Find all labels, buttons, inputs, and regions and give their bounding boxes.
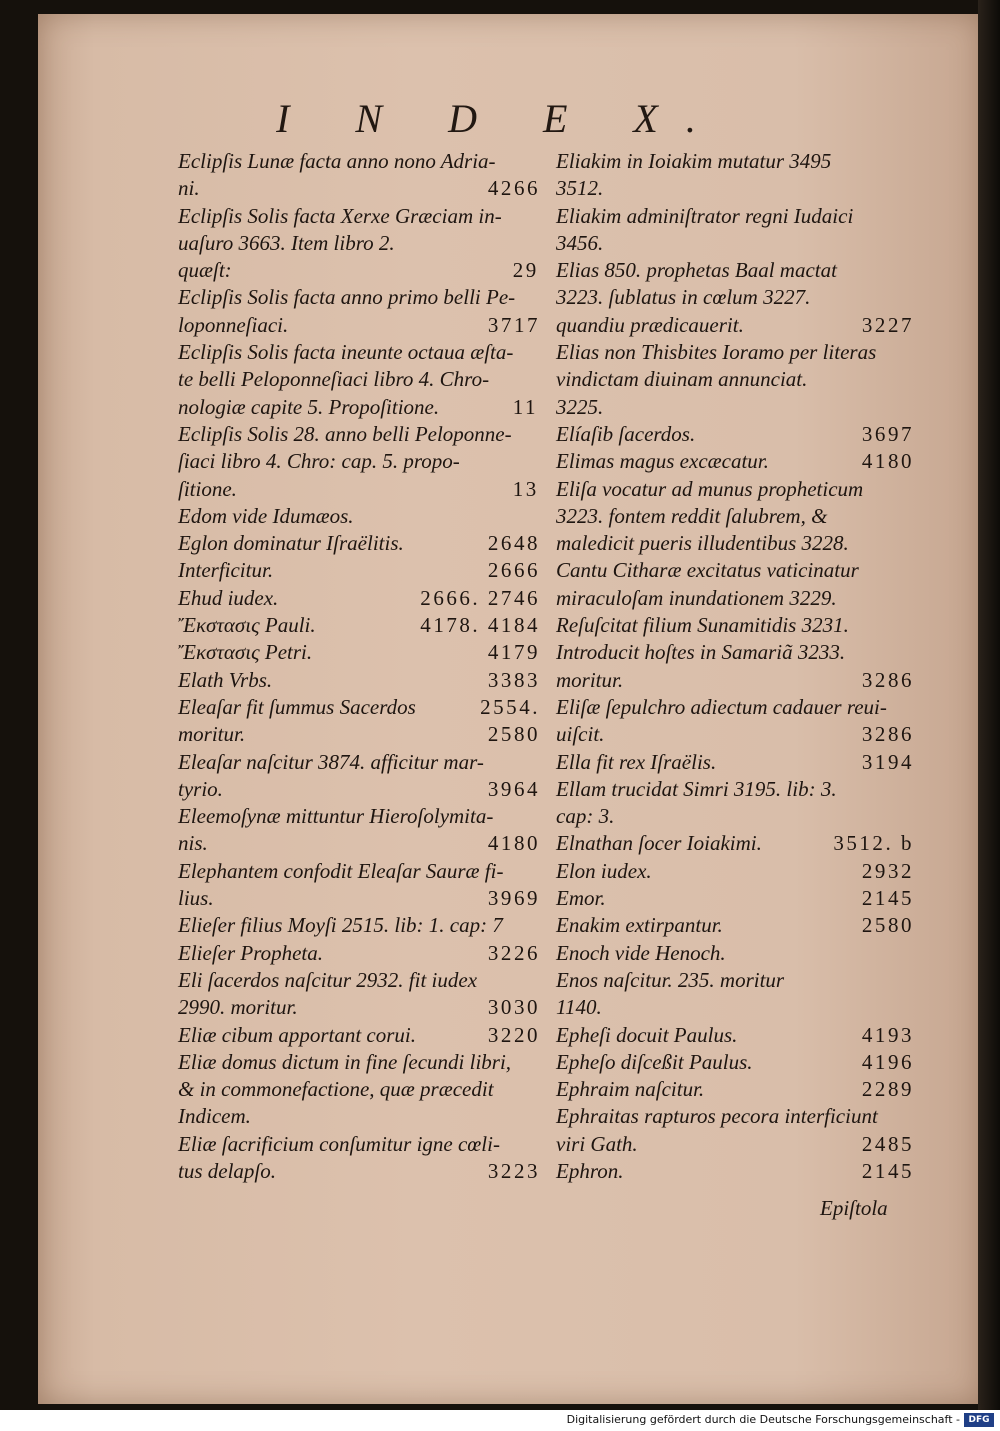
index-entry [556, 694, 920, 749]
entry-line: Eliæ ſacrificium conſumitur igne cœli- [178, 1131, 500, 1156]
entry-line: Ἔκστασις Petri. [178, 640, 313, 665]
index-entry [556, 1158, 920, 1185]
index-entry [178, 1022, 546, 1049]
entry-line: Elon iudex. [556, 858, 652, 883]
entry-line: ſiaci libro 4. Chro: cap. 5. propo- [178, 449, 460, 474]
entry-line: loponneſiaci. [178, 312, 289, 337]
catchword: Epiſtola [820, 1196, 888, 1220]
index-column-right [556, 148, 920, 1185]
entry-reference-number: 3512. b [833, 831, 914, 856]
page-edge [978, 0, 1000, 1410]
index-entry [178, 912, 546, 939]
index-entry [178, 148, 546, 203]
entry-reference-number: 3223 [487, 1158, 540, 1183]
index-entry [178, 284, 546, 339]
entry-reference-number: 3226 [487, 940, 540, 965]
entry-line: Enoch vide Henoch. [556, 940, 726, 965]
index-entry: Eclipſis Solis 28. anno belli Peloponne- ſiaci libro 4. Chro: cap. 5. propo- ſitione. 13 [178, 421, 546, 503]
entry-line: tus delapſo. [178, 1158, 276, 1183]
entry-reference-number: 2554. [480, 694, 540, 719]
entry-line: Elieſer Propheta. [178, 940, 324, 965]
entry-line: Ephraim naſcitur. [556, 1077, 705, 1102]
entry-line: quandiu prædicauerit. [556, 312, 744, 337]
entry-line: nis. [178, 831, 208, 856]
entry-line: Eleemoſynæ mittuntur Hieroſolymita- [178, 804, 494, 829]
entry-line: Elephantem confodit Eleaſar Sauræ fi- [178, 858, 504, 883]
entry-line: Ellam trucidat Simri 3195. lib: 3. [556, 776, 837, 801]
entry-line: Interficitur. [178, 558, 274, 583]
entry-line: Eclipſis Solis facta Xerxe Græciam in- [178, 203, 502, 228]
entry-line: 3225. [556, 394, 604, 419]
index-entry: Eclipſis Solis facta Xerxe Græciam in- uaſuro 3663. Item libro 2. quæſt: 29 [178, 203, 546, 285]
index-entry [556, 885, 920, 912]
index-entry [178, 585, 546, 612]
entry-line: vindictam diuinam annunciat. [556, 367, 808, 392]
index-entry [556, 776, 920, 831]
index-entry [178, 612, 546, 639]
index-entry [178, 530, 546, 557]
entry-line: Enos naſcitur. 235. moritur [556, 967, 785, 992]
entry-line: Enakim extirpantur. [556, 913, 723, 938]
entry-reference-number: 2580 [861, 913, 914, 938]
entry-reference-number: 4178. 4184 [420, 613, 540, 638]
entry-line: moritur. [178, 722, 246, 747]
index-entry [556, 257, 920, 339]
index-entry [556, 749, 920, 776]
index-entry [556, 1049, 920, 1076]
index-entry [556, 421, 920, 448]
index-entry [556, 830, 920, 857]
entry-line: Cantu Citharæ excitatus vaticinatur [556, 558, 859, 583]
index-entry [178, 1049, 546, 1131]
entry-line: tyrio. [178, 776, 223, 801]
entry-reference-number: 3227 [861, 312, 914, 337]
entry-line: Eliæ domus dictum in fine ſecundi libri, [178, 1049, 512, 1074]
entry-line: Ella fit rex Iſraëlis. [556, 749, 717, 774]
index-entry [556, 339, 920, 421]
index-entry [178, 694, 546, 721]
footer-bar [0, 1410, 1000, 1431]
entry-line: ni. [178, 176, 200, 201]
index-entry [178, 803, 546, 858]
entry-reference-number: 3220 [487, 1022, 540, 1047]
entry-reference-number: 3717 [487, 312, 540, 337]
index-entry [556, 940, 920, 967]
entry-line: Epheſo diſceßit Paulus. [556, 1049, 753, 1074]
funding-notice: Digitalisierung gefördert durch die Deutsche Forschungsgemeinschaft - [566, 1413, 960, 1426]
entry-line: moritur. [556, 667, 624, 692]
index-entry [178, 967, 546, 1022]
index-entry [178, 749, 546, 804]
entry-line: Eclipſis Solis facta anno primo belli Pe- [178, 285, 516, 310]
index-entry [178, 858, 546, 913]
index-entry [178, 721, 546, 748]
entry-line: Emor. [556, 886, 606, 911]
entry-reference-number: 2666 [487, 558, 540, 583]
entry-reference-number: 4179 [487, 640, 540, 665]
entry-reference-number: 2485 [861, 1131, 914, 1156]
entry-reference-number: 2145 [861, 886, 914, 911]
index-entry [178, 557, 546, 584]
entry-line: 3512. [556, 176, 604, 201]
entry-line: te belli Peloponneſiaci libro 4. Chro- [178, 367, 490, 392]
index-entry [556, 912, 920, 939]
index-entry [178, 667, 546, 694]
index-column-left [178, 148, 546, 1185]
entry-line: Indicem. [178, 1104, 251, 1129]
index-entry [556, 1076, 920, 1103]
entry-line: Eliſæ ſepulchro adiectum cadauer reui- [556, 694, 887, 719]
index-entry [556, 1022, 920, 1049]
entry-reference-number: 2145 [861, 1158, 914, 1183]
index-entry [556, 448, 920, 475]
entry-reference-number: 3964 [487, 776, 540, 801]
entry-line: Elath Vrbs. [178, 667, 273, 692]
entry-line: ſitione. [178, 476, 237, 501]
entry-reference-number: 3697 [861, 421, 914, 446]
entry-line: Ehud iudex. [178, 585, 279, 610]
entry-line: 2990. moritur. [178, 995, 298, 1020]
index-entry [556, 967, 920, 1022]
entry-line: Elnathan ſocer Ioiakimi. [556, 831, 762, 856]
entry-line: Eclipſis Solis facta ineunte octaua æſta- [178, 340, 514, 365]
entry-line: 3456. [556, 230, 604, 255]
index-entry [178, 940, 546, 967]
dfg-logo: DFG [964, 1413, 994, 1427]
index-entry [178, 639, 546, 666]
entry-reference-number: 3383 [487, 667, 540, 692]
entry-line: Eleaſar fit ſummus Sacerdos [178, 694, 416, 719]
entry-reference-number: 3286 [861, 722, 914, 747]
entry-line: maledicit pueris illudentibus 3228. [556, 531, 849, 556]
entry-line: Ephron. [556, 1158, 624, 1183]
entry-line: uiſcit. [556, 722, 605, 747]
entry-line: Eliakim in Ioiakim mutatur 3495 [556, 149, 832, 173]
page-title: I N D E X. [276, 96, 724, 141]
entry-line: Elíaſib ſacerdos. [556, 421, 696, 446]
entry-line: Ephraitas rapturos pecora interficiunt [556, 1104, 878, 1129]
entry-reference-number: 3969 [487, 886, 540, 911]
entry-line: Elimas magus excæcatur. [556, 449, 769, 474]
entry-line: 3223. fontem reddit ſalubrem, & [556, 503, 828, 528]
index-entry [556, 1103, 920, 1158]
index-entry [178, 1131, 546, 1186]
entry-reference-number: 3030 [487, 995, 540, 1020]
entry-line: viri Gath. [556, 1131, 638, 1156]
entry-line: Edom vide Idumæos. [178, 503, 354, 528]
entry-line: Reſuſcitat filium Sunamitidis 3231. [556, 613, 849, 638]
index-entry [556, 148, 920, 203]
entry-line: Eclipſis Solis 28. anno belli Peloponne- [178, 421, 512, 446]
entry-line: quæſt: [178, 258, 232, 283]
index-entry [178, 503, 546, 530]
entry-line: Epheſi docuit Paulus. [556, 1022, 738, 1047]
entry-line: lius. [178, 886, 214, 911]
entry-line: Ἔκστασις Pauli. [178, 613, 316, 638]
index-entry [556, 476, 920, 694]
entry-reference-number: 4180 [861, 449, 914, 474]
entry-line: Eclipſis Lunæ facta anno nono Adria- [178, 149, 496, 173]
entry-line: 3223. ſublatus in cœlum 3227. [556, 285, 811, 310]
entry-line: Introducit hoſtes in Samariã 3233. [556, 640, 846, 665]
entry-reference-number: 3194 [861, 749, 914, 774]
entry-reference-number: 3286 [861, 667, 914, 692]
entry-reference-number: 2648 [487, 531, 540, 556]
index-entry: Eclipſis Solis facta ineunte octaua æſta- te belli Peloponneſiaci libro 4. Chro- nologiæ capite 5. Propoſitione. 11 [178, 339, 546, 421]
entry-line: Eglon dominatur Iſraëlitis. [178, 531, 404, 556]
entry-line: nologiæ capite 5. Propoſitione. [178, 394, 440, 419]
entry-reference-number: 2932 [861, 858, 914, 883]
index-entry [556, 203, 920, 258]
entry-line: uaſuro 3663. Item libro 2. [178, 230, 395, 255]
entry-line: miraculoſam inundationem 3229. [556, 585, 837, 610]
entry-line: Eliſa vocatur ad munus propheticum [556, 476, 864, 501]
entry-reference-number: 4193 [861, 1022, 914, 1047]
entry-line: Elias non Thisbites Ioramo per literas [556, 340, 877, 365]
entry-line: cap: 3. [556, 804, 615, 829]
entry-reference-number: 2289 [861, 1077, 914, 1102]
index-entry [556, 858, 920, 885]
entry-line: Elias 850. prophetas Baal mactat [556, 258, 837, 283]
entry-line: Eliæ cibum apportant corui. [178, 1022, 416, 1047]
entry-reference-number: 4196 [861, 1049, 914, 1074]
entry-line: Eli ſacerdos naſcitur 2932. fit iudex [178, 967, 478, 992]
entry-line: Eleaſar naſcitur 3874. afficitur mar- [178, 749, 484, 774]
entry-line: Eliakim adminiſtrator regni Iudaici [556, 203, 854, 228]
entry-reference-number: 4180 [487, 831, 540, 856]
entry-line: & in commonefactione, quæ præcedit [178, 1077, 494, 1102]
entry-line: Elieſer filius Moyſi 2515. lib: 1. cap: 7 [178, 913, 503, 938]
entry-reference-number: 2666. 2746 [420, 585, 540, 610]
entry-reference-number: 4266 [487, 176, 540, 201]
entry-line: 1140. [556, 995, 602, 1020]
entry-reference-number: 2580 [487, 722, 540, 747]
